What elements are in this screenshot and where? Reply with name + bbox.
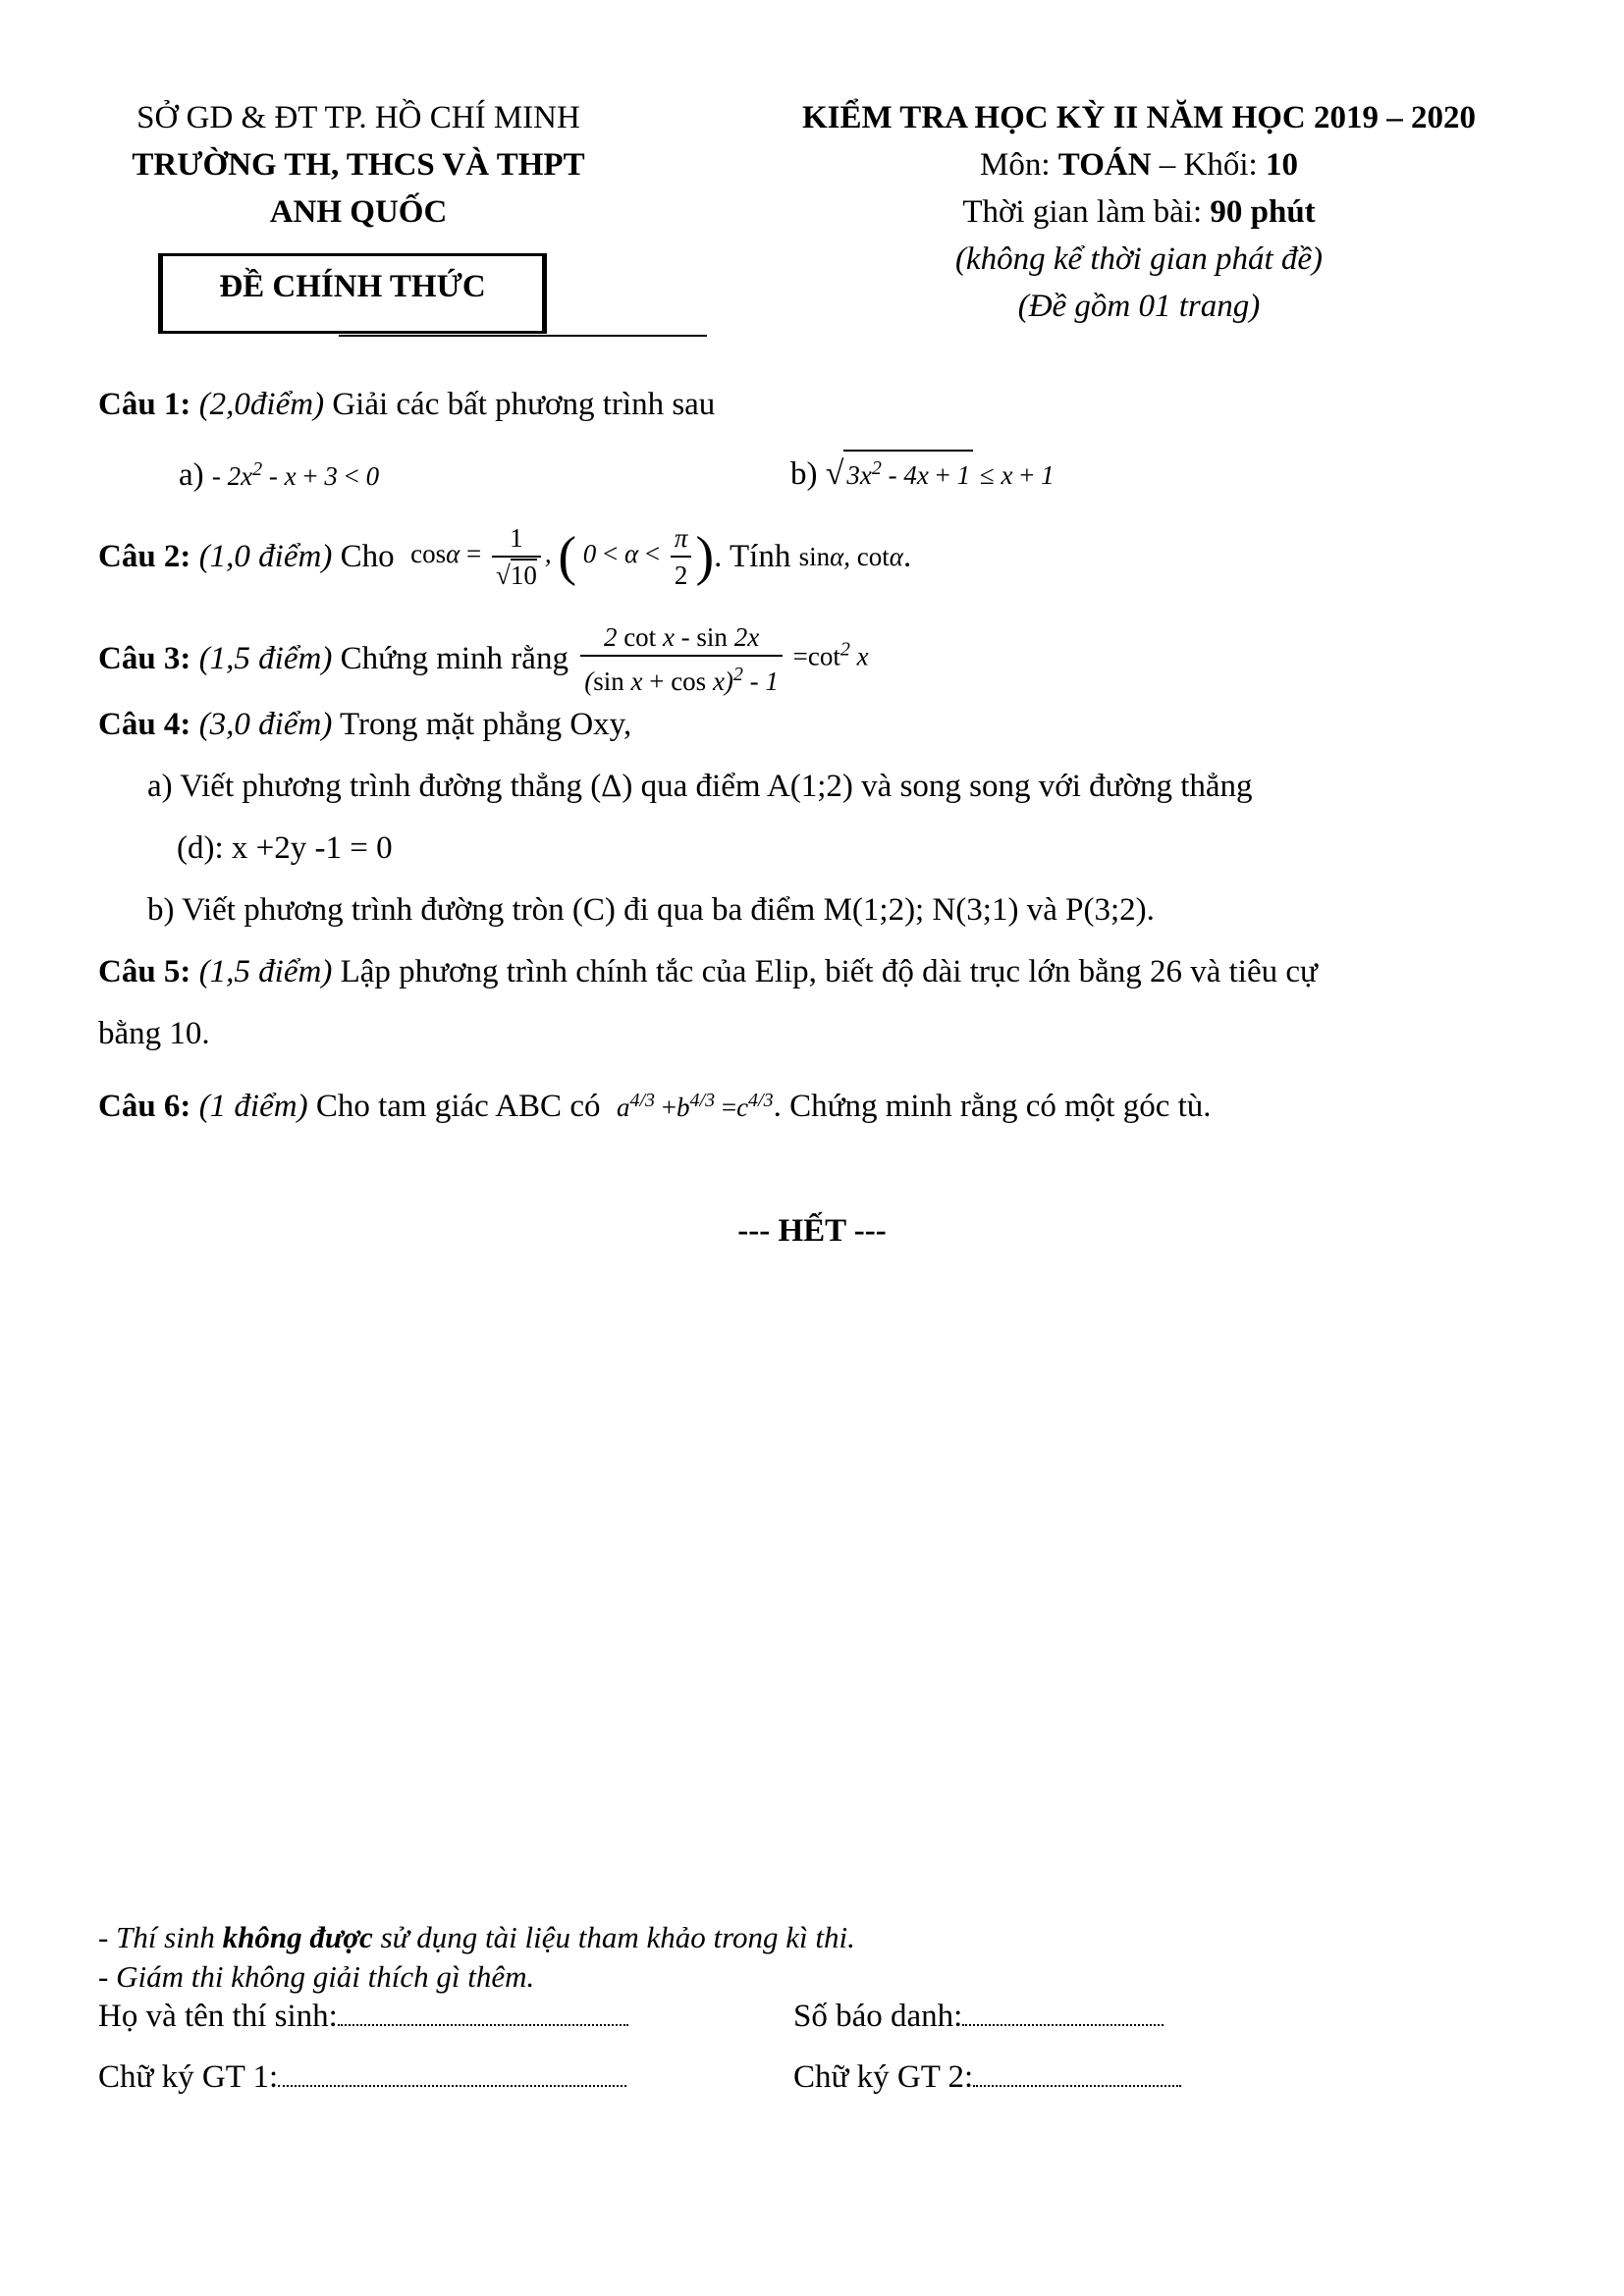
q5-points: (1,5 điểm) [198,954,333,989]
department-name: SỞ GD & ĐT TP. HỒ CHÍ MINH [136,100,580,135]
q4-part-b: b) Viết phương trình đường tròn (C) đi qua ba điểm M(1;2); N(3;1) và P(3;2). [147,892,1155,928]
q6-formula: $a^{4/3} +b^{4/3} =c^{4/3}$ [616,1090,774,1122]
grade: 10 [1265,147,1298,183]
q1-part-b [790,450,1055,495]
q4-text: Trong mặt phẳng Oxy, [339,707,632,742]
q6-tail: . Chứng minh rằng có một góc tù. [773,1088,1212,1124]
time: 90 phút [1210,194,1316,230]
question-1 [98,385,715,424]
q4-points: (3,0 điểm) [198,707,333,742]
note1-a: - Thí sinh [98,1920,223,1954]
q4-part-a-line: (d): x +2y -1 = 0 [177,830,393,866]
subject-prefix: Môn: [980,147,1058,183]
q4-part-a: a) Viết phương trình đường thẳng (Δ) qua điểm A(1;2) và song song với đường thẳng [147,769,1253,804]
q1-text: Giải các bất phương trình sau [332,387,716,422]
q3-label: Câu 3: [98,640,191,676]
q3-formula: $\frac{\text{2 cot x - sin 2x}}{(\sin x + \cos x)^2 - 1}$ $=\cot^2$ x [576,619,868,699]
q6-points: (1 điểm) [198,1088,308,1124]
q2-points: (1,0 điểm) [198,538,333,574]
q6-label: Câu 6: [98,1088,191,1124]
q2-text: Cho [340,538,395,574]
time-prefix: Thời gian làm bài: [962,194,1211,230]
candidate-id-field[interactable] [962,2023,1164,2026]
header-left [59,94,658,236]
signature-1-field[interactable] [278,2084,626,2087]
q3-points: (1,5 điểm) [198,640,333,676]
end-marker: --- HẾT --- [737,1213,887,1249]
subject-line [727,141,1551,188]
note1-b: không được [222,1920,373,1954]
school-name: TRƯỜNG TH, THCS VÀ THPT [132,147,585,183]
official-stamp-text: ĐỀ CHÍNH THỨC [219,269,486,304]
question-4 [98,705,631,744]
q1-a-label: a) [179,457,204,493]
signature-1-row [98,2057,626,2097]
footer-note-1 [98,1918,855,1957]
question-5 [98,952,1318,991]
candidate-name-row [98,1997,628,2036]
candidate-name-label: Họ và tên thí sinh: [98,1999,338,2034]
q3-text: Chứng minh rằng [340,640,568,676]
q1-points: (2,0điểm) [198,387,325,422]
header-right [727,94,1551,330]
grade-prefix: – Khối: [1151,147,1266,183]
q1-label: Câu 1: [98,387,191,422]
q6-text: Cho tam giác ABC có [315,1088,601,1124]
exam-title: KIỂM TRA HỌC KỲ II NĂM HỌC 2019 – 2020 [801,100,1476,135]
q4-label: Câu 4: [98,707,191,742]
candidate-name-field[interactable] [338,2023,628,2026]
q1-part-a [179,450,379,496]
q1-b-label: b) [790,456,818,492]
subject: TOÁN [1057,147,1152,183]
signature-2-field[interactable] [973,2084,1181,2087]
candidate-id-row [793,1997,1164,2036]
signature-2-label: Chữ ký GT 2: [793,2059,974,2095]
q5-text: Lập phương trình chính tắc của Elip, biết độ dài trục lớn bằng 26 và tiêu cự [340,954,1318,989]
footer-note-2: - Giám thi không giải thích gì thêm. [98,1959,535,1994]
question-6 [98,1072,1212,1141]
question-3 [98,614,869,703]
signature-2-row [793,2057,1181,2097]
q2-label: Câu 2: [98,538,191,574]
q1-a-formula: - $2x^2 - x + 3 < 0$ [211,458,380,491]
candidate-id-label: Số báo danh: [793,1999,963,2034]
q5-label: Câu 5: [98,954,191,989]
school-name-2: ANH QUỐC [269,194,448,230]
signature-1-label: Chữ ký GT 1: [98,2059,279,2095]
q1-b-formula: √ $3x^2 - 4x + 1 \le x + 1$ [826,460,1055,490]
q2-formula: cosα = $\frac{1}{√10}$ , ( 0 < α < $\frac{\pi}{2}$ ) [410,520,714,593]
q5-text-cont: bằng 10. [98,1016,210,1051]
question-2: Câu 2: (1,0 điểm) Cho cosα = $\frac{1}{√10}$ , ( 0 < α < $\frac{\pi}{2}$ ) . Tính sinα, cotα . [98,512,911,601]
time-line [727,188,1551,236]
header-underline [339,335,707,337]
page-note: (Đề gồm 01 trang) [1017,289,1261,324]
time-note: (không kể thời gian phát đề) [954,241,1324,277]
note1-c: sử dụng tài liệu tham khảo trong kì thi. [372,1920,855,1954]
q2-target: sinα, cotα [798,541,903,571]
q2-tail: . Tính [714,538,791,574]
